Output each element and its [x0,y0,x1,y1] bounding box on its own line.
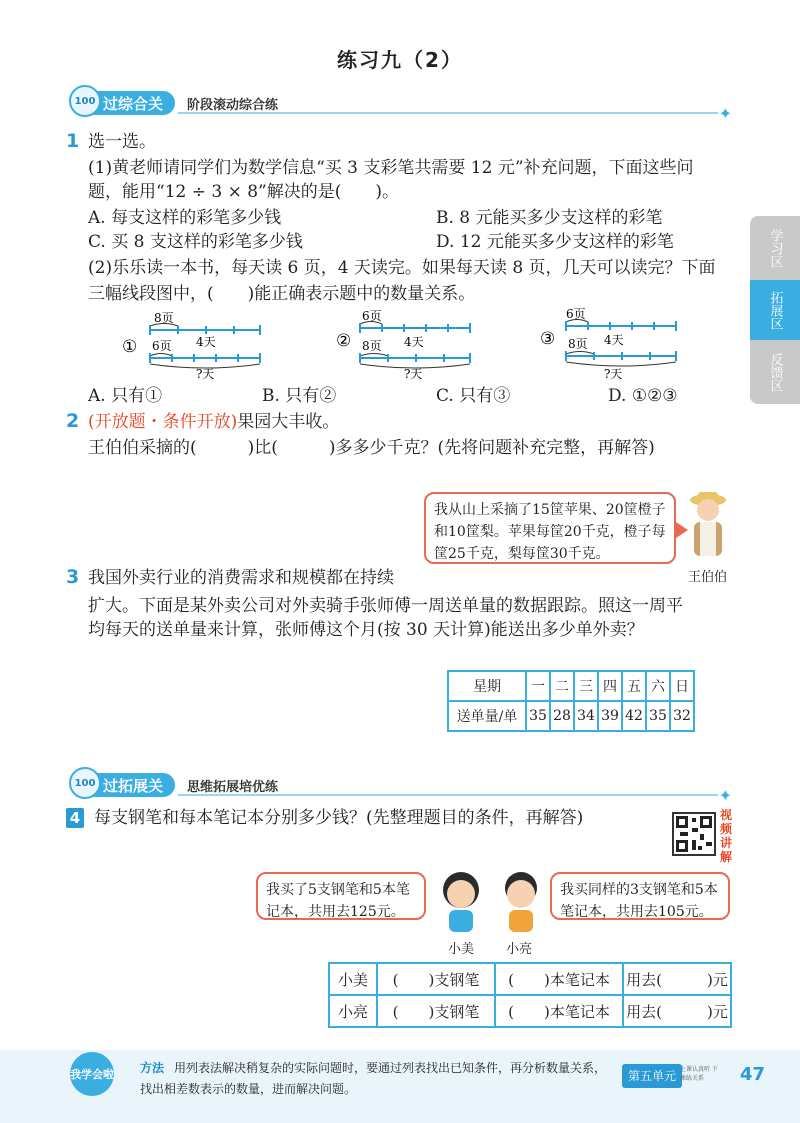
question-number: 4 [66,808,84,828]
q1-line: 三幅线段图中，( )能正确表示题中的数量关系。 [88,284,476,304]
boy-figure [496,866,546,936]
page-number: 47 [740,1064,766,1085]
table-row [329,963,731,995]
section-badge-label: 过拓展关 [103,776,164,795]
diagram-top-label: 8页 [154,311,174,325]
method-note [140,1058,610,1100]
method-text: 用列表法解决稍复杂的实际问题时，要通过列表找出已知条件，再分析数量关系，找出相差数表示的数量，进而解决问题。 [140,1061,607,1096]
table-cell[interactable]: 用去( )元 [623,963,731,995]
section-badge-label: 过综合关 [103,94,164,113]
speech-bubble: 我从山上采摘了15筐苹果、20筐橙子和10筐梨。苹果每筐20千克，橙子每筐25千克，梨每筐30千克。 [424,492,676,564]
learned-logo: 我学会啦 [70,1052,114,1096]
name-xiaomei: 小美 [448,942,475,957]
video-label[interactable]: 视频讲解 [720,808,733,864]
table-cell: 二 [550,671,574,701]
question-number: 1 [66,130,80,152]
tab-feedback[interactable]: 反馈区 [750,340,800,404]
table-cell: 32 [670,701,694,731]
table-cell[interactable]: 用去( )元 [623,995,731,1027]
unit-badge: 第五单元 [622,1064,682,1088]
q1-line: 题，能用“12 ÷ 3 × 8”解决的是( )。 [88,182,400,202]
table-cell: 34 [574,701,598,731]
section-badge [75,773,175,797]
condition-table [328,962,732,1028]
star-icon: ✦ [718,786,732,805]
qr-code-icon[interactable] [672,812,716,856]
table-cell: 35 [646,701,670,731]
line-diagram-2 [334,308,494,385]
option-b[interactable]: B. 8 元能买多少支这样的彩笔 [436,208,663,228]
question-number: 2 [66,410,80,432]
table-cell: 六 [646,671,670,701]
table-cell[interactable]: ( )支钢笔 [377,963,495,995]
table-row [448,701,694,731]
table-cell: 一 [526,671,550,701]
table-cell: 35 [526,701,550,731]
diagram-top-label: 6页 [362,309,382,323]
method-label: 方法 [140,1061,165,1075]
option-a[interactable]: A. 只有① [88,386,163,406]
q2-line: 王伯伯采摘的( )比( )多多少千克？(先将问题补充完整，再解答) [88,438,655,458]
diagram-days-label: 4天 [404,335,424,349]
unit-note: 上课认真听 下课练关系 [680,1066,718,1082]
diagram-bottom-label: 6页 [152,339,172,353]
q2-text: 果园大丰收。 [237,412,340,432]
section-badge [75,91,175,115]
diagram-question-label: ?天 [196,367,215,381]
section-subtitle: 阶段滚动综合练 [187,97,279,113]
tab-extend[interactable]: 拓展区 [750,280,800,340]
table-row [448,671,694,701]
q3-line: 均每天的送单量来计算，张师傅这个月(按 30 天计算)能送出多少单外卖？ [88,620,644,640]
q2-tag: (开放题・条件开放) [88,412,238,432]
table-cell: 小美 [329,963,377,995]
name-xiaoliang: 小亮 [506,942,533,957]
table-cell: 三 [574,671,598,701]
speech-bubble-right: 我买同样的3支钢笔和5本笔记本，共用去105元。 [550,872,730,920]
table-cell: 五 [622,671,646,701]
q3-line: 扩大。下面是某外卖公司对外卖骑手张师傅一周送单量的数据跟踪。照这一周平 [88,596,683,616]
diagram-question-label: ?天 [604,367,623,381]
grandpa-figure [684,486,732,566]
option-a[interactable]: A. 每支这样的彩笔多少钱 [88,208,282,228]
question-number: 3 [66,566,80,588]
section-subtitle: 思维拓展培优练 [187,779,279,795]
diagram-label: ② [336,331,352,351]
option-c[interactable]: C. 只有③ [436,386,511,406]
logo-100-icon: 100 [69,85,101,117]
q1-line: 选一选。 [88,132,156,152]
table-cell: 28 [550,701,574,731]
diagram-question-label: ?天 [404,367,423,381]
person-name: 王伯伯 [688,570,728,585]
table-cell: 四 [598,671,622,701]
option-b[interactable]: B. 只有② [262,386,337,406]
diagram-label: ① [122,337,138,357]
diagram-bottom-label: 8页 [568,337,588,351]
option-d[interactable]: D. ①②③ [608,386,678,406]
table-cell[interactable]: ( )本笔记本 [495,995,623,1027]
q1-line: (2)乐乐读一本书，每天读 6 页，4 天读完。如果每天读 8 页，几天可以读完？下面 [88,258,716,278]
table-cell: 39 [598,701,622,731]
line-diagram-1 [120,308,280,385]
q4-line: 每支钢笔和每本笔记本分别多少钱？(先整理题目的条件，再解答) [94,808,584,828]
table-cell: 日 [670,671,694,701]
diagram-bottom-label: 8页 [362,339,382,353]
table-cell: 42 [622,701,646,731]
page-title: 练习九（2） [337,48,463,72]
table-cell: 小亮 [329,995,377,1027]
star-icon: ✦ [718,104,732,123]
line-diagram-3 [540,308,700,385]
tab-study[interactable]: 学习区 [750,216,800,280]
diagram-label: ③ [540,329,556,349]
data-table [447,670,695,732]
table-cell[interactable]: ( )本笔记本 [495,963,623,995]
diagram-days-label: 4天 [604,333,624,347]
diagram-days-label: 4天 [196,335,216,349]
q2-line [88,410,339,434]
diagram-top-label: 6页 [566,307,586,321]
logo-100-icon: 100 [69,767,101,799]
q1-line: (1)黄老师请同学们为数学信息“买 3 支彩笔共需要 12 元”补充问题，下面这些问 [88,158,694,178]
table-row [329,995,731,1027]
q3-line: 我国外卖行业的消费需求和规模都在持续 [88,568,394,588]
girl-figure [436,866,486,936]
table-cell: 星期 [448,671,526,701]
option-c[interactable]: C. 买 8 支这样的彩笔多少钱 [88,232,303,252]
table-cell[interactable]: ( )支钢笔 [377,995,495,1027]
option-d[interactable]: D. 12 元能买多少支这样的彩笔 [436,232,674,252]
speech-bubble-left: 我买了5支钢笔和5本笔记本，共用去125元。 [256,872,426,920]
table-cell: 送单量/单 [448,701,526,731]
